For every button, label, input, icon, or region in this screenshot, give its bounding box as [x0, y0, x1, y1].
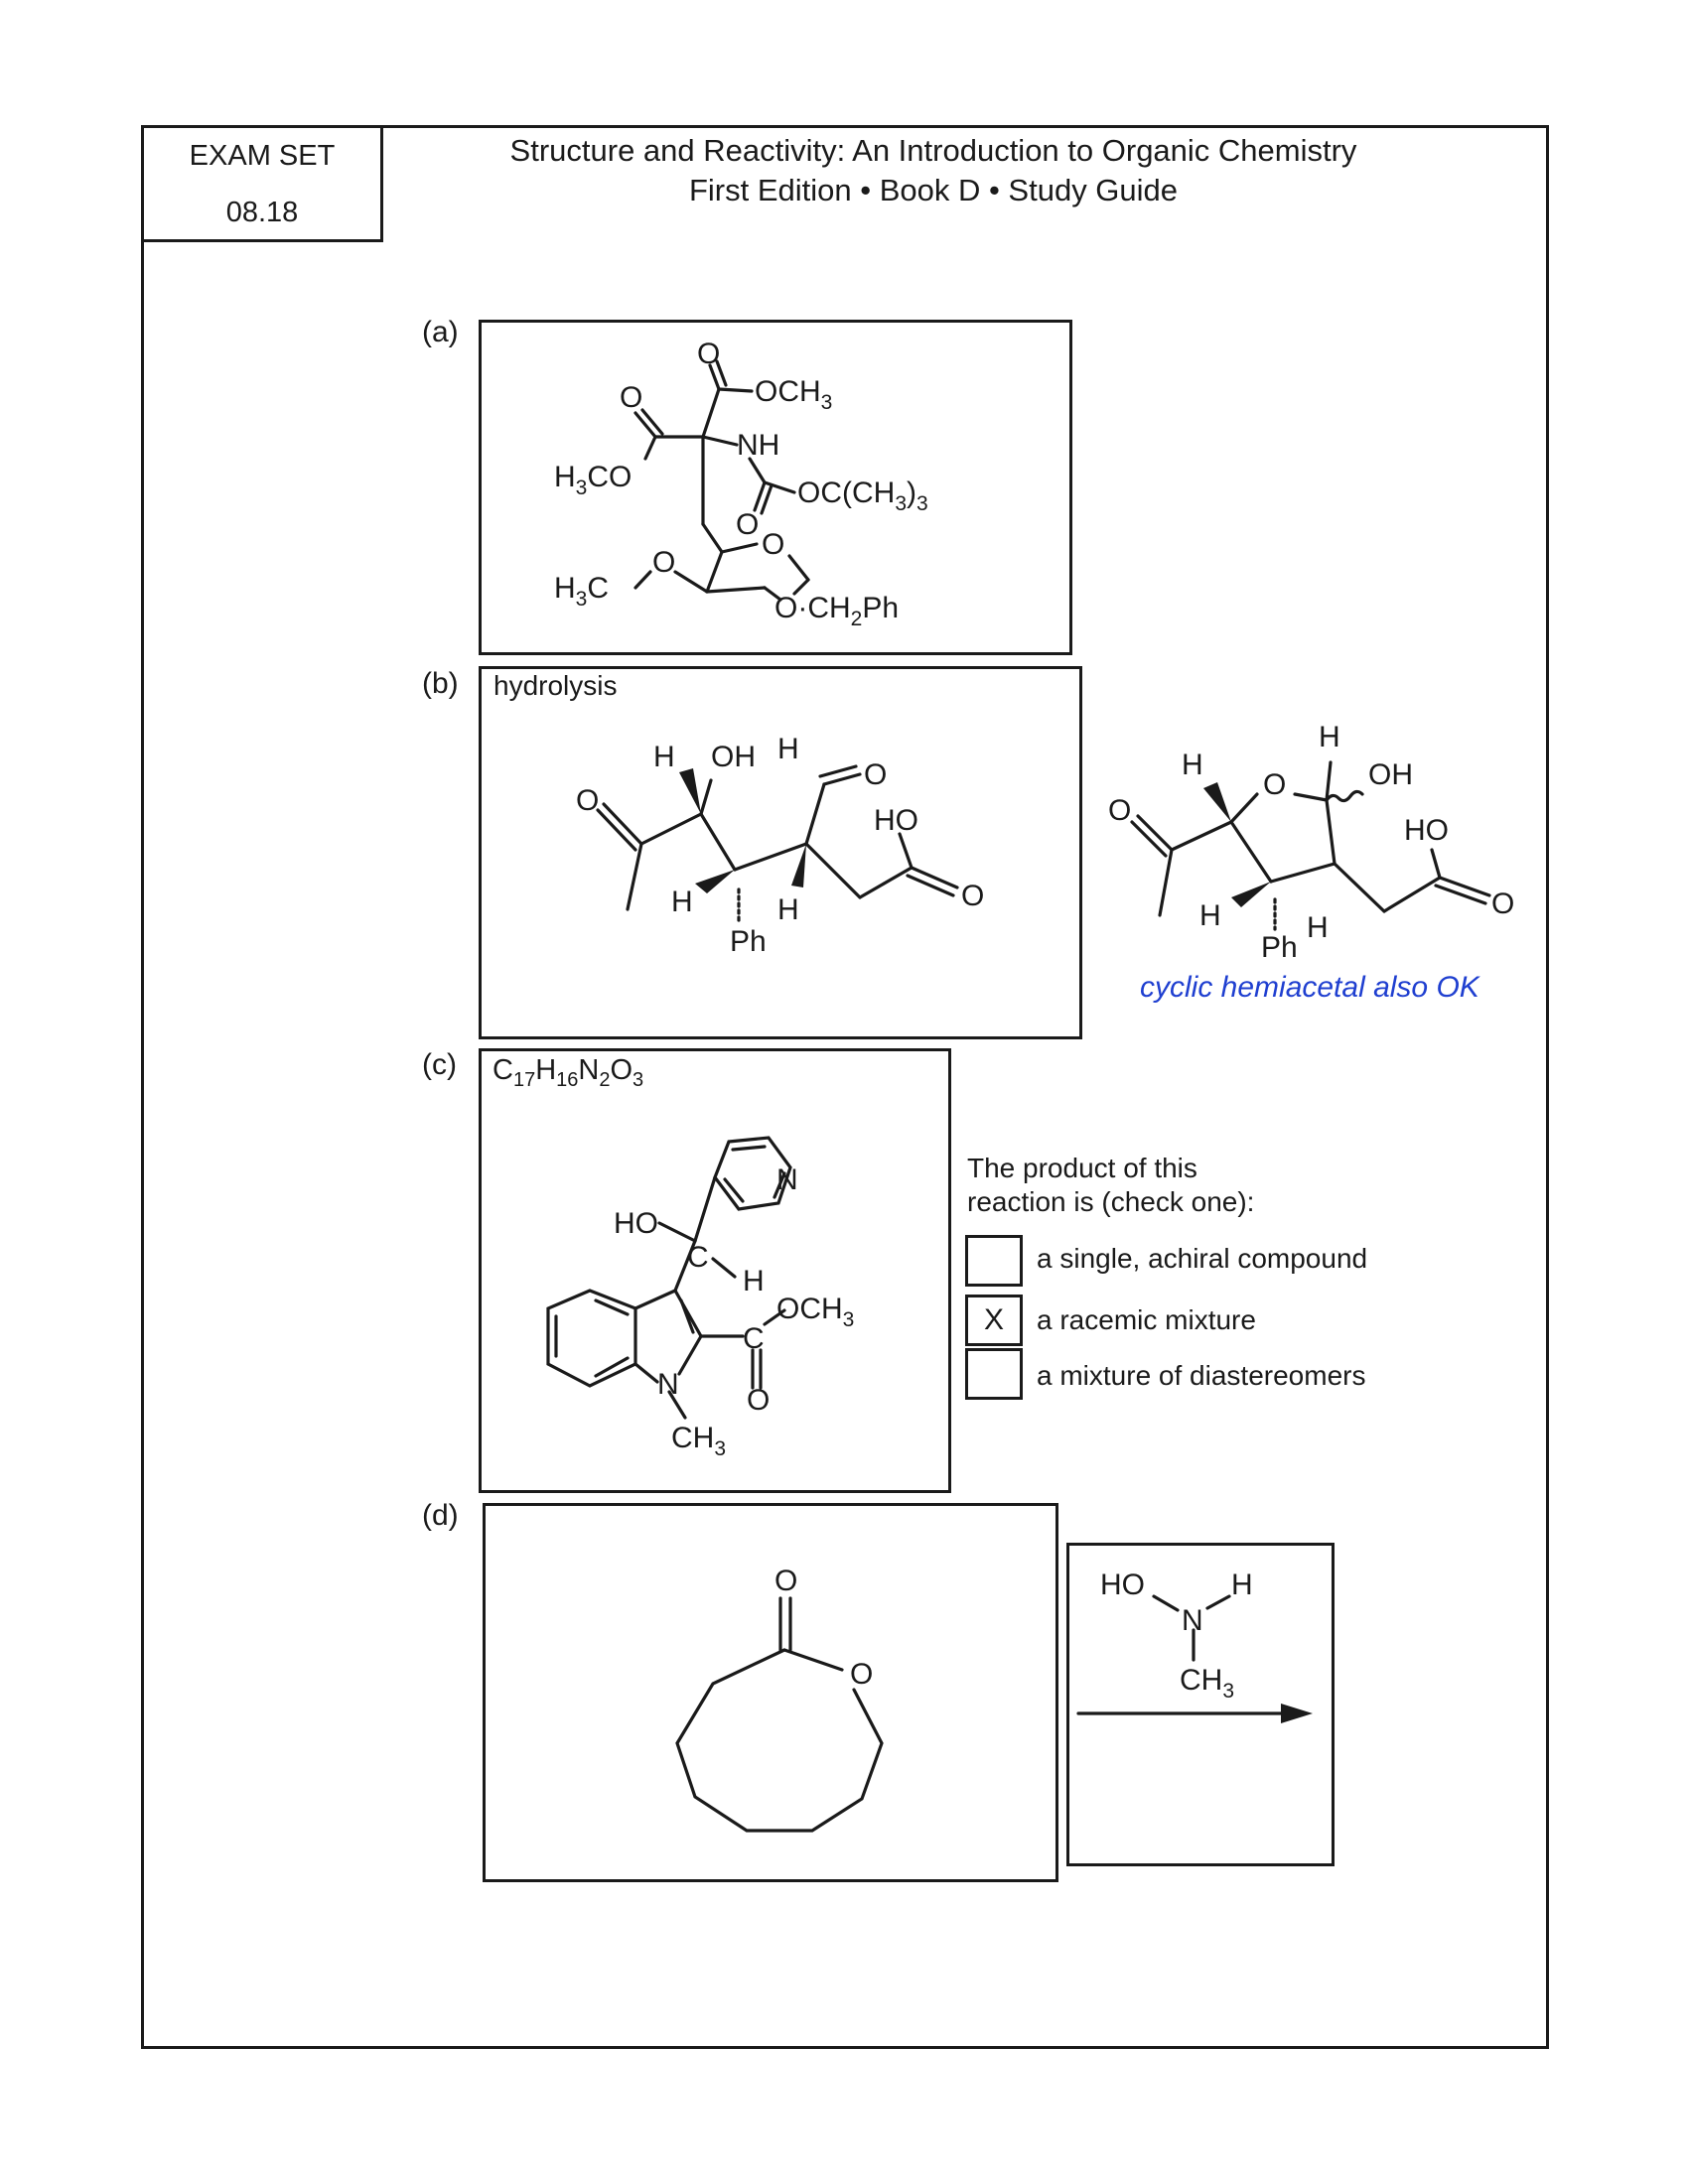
- atom-label: HO: [614, 1207, 658, 1240]
- atom-subscript: 3: [820, 391, 833, 414]
- atom-label: OH: [711, 741, 756, 773]
- option-label: a single, achiral compound: [1037, 1243, 1368, 1274]
- option-label: a racemic mixture: [1037, 1304, 1256, 1335]
- atom-subscript: 3: [575, 588, 588, 611]
- atom-label: O: [850, 1658, 874, 1691]
- atom-label: O: [652, 546, 676, 579]
- part-b-label: (b): [422, 667, 459, 700]
- atom-label: O: [762, 528, 785, 561]
- part-c-label: (c): [422, 1048, 457, 1081]
- atom-label: H: [1319, 721, 1340, 753]
- atom-label: ·CH: [797, 592, 851, 624]
- atom-label: HO: [1100, 1569, 1145, 1601]
- atom-label: O: [697, 338, 721, 370]
- atom-subscript: 3: [714, 1437, 727, 1460]
- atom-label: H: [671, 886, 693, 918]
- atom-label: O: [961, 880, 985, 912]
- atom-label: ): [907, 477, 917, 509]
- option-label: a mixture of diastereomers: [1037, 1360, 1366, 1391]
- atom-label: OC(CH: [797, 477, 896, 509]
- formula-element: H: [535, 1054, 557, 1086]
- exam-set-label: EXAM SET: [189, 140, 336, 172]
- atom-label: O: [736, 508, 760, 541]
- book-subtitle: First Edition • Book D • Study Guide: [688, 173, 1179, 207]
- atom-label: N: [776, 1163, 798, 1196]
- atom-label: H: [777, 733, 799, 765]
- atom-label: Ph: [862, 592, 900, 624]
- atom-subscript: 3: [575, 477, 588, 499]
- arrow-head: [1281, 1704, 1313, 1723]
- atom-label: H: [1307, 911, 1329, 944]
- atom-label: Ph: [730, 925, 767, 958]
- atom-label: OCH: [755, 375, 821, 408]
- atom-subscript: 3: [842, 1308, 855, 1331]
- formula-subscript: 2: [599, 1068, 611, 1091]
- part-d-label: (d): [422, 1499, 459, 1532]
- atom-label: H: [1199, 899, 1221, 932]
- atom-label: NH: [737, 429, 780, 462]
- atom-subscript: 2: [850, 608, 863, 630]
- hydrolysis-label: hydrolysis: [493, 670, 618, 701]
- atom-subscript: 3: [916, 492, 928, 515]
- atom-label: CO: [587, 461, 633, 493]
- atom-label: HO: [1404, 814, 1449, 847]
- atom-label: O: [1263, 768, 1287, 801]
- hemiacetal-note: cyclic hemiacetal also OK: [1140, 971, 1479, 1004]
- atom-label: H: [743, 1265, 765, 1297]
- atom-label: O: [620, 381, 643, 414]
- formula-element: O: [610, 1054, 633, 1086]
- formula-element: C: [492, 1054, 513, 1086]
- atom-label: [1180, 1664, 1234, 1703]
- atom-label: H: [653, 741, 675, 773]
- exam-set-number: 08.18: [225, 197, 299, 228]
- atom-label: O: [774, 592, 798, 624]
- atom-label: O: [774, 1565, 798, 1597]
- atom-label: O: [864, 758, 888, 791]
- atom-label: OH: [1368, 758, 1413, 791]
- formula-subscript: 3: [633, 1068, 644, 1091]
- atom-subscript: 3: [895, 492, 908, 515]
- atom-label: CH: [671, 1422, 715, 1454]
- atom-label: H: [1231, 1569, 1253, 1601]
- atom-label: CH: [1180, 1664, 1223, 1697]
- formula-subscript: 16: [556, 1068, 579, 1091]
- atom-label: O: [1108, 794, 1132, 827]
- atom-label: H: [777, 893, 799, 926]
- atom-label: H: [554, 461, 576, 493]
- atom-label: H: [1182, 749, 1203, 781]
- formula-element: N: [578, 1054, 600, 1086]
- question-line: The product of this: [967, 1153, 1197, 1183]
- question-line: reaction is (check one):: [967, 1186, 1255, 1217]
- atom-label: N: [1182, 1604, 1203, 1637]
- atom-label: O: [1491, 887, 1515, 920]
- atom-label: O: [747, 1384, 771, 1417]
- formula-subscript: 17: [512, 1068, 536, 1091]
- atom-label: C: [587, 572, 610, 605]
- atom-subscript: 3: [1222, 1680, 1235, 1703]
- atom-label: H: [554, 572, 576, 605]
- atom-label: OCH: [776, 1293, 843, 1325]
- part-a-label: (a): [422, 316, 459, 348]
- atom-label: C: [743, 1322, 765, 1355]
- option-checkbox[interactable]: X: [965, 1295, 1023, 1346]
- atom-label: O: [576, 784, 600, 817]
- atom-label: C: [687, 1241, 709, 1274]
- book-title: Structure and Reactivity: An Introduction to Organic Chemistry: [509, 133, 1357, 168]
- atom-label: N: [657, 1368, 679, 1401]
- atom-label: Ph: [1261, 931, 1298, 964]
- atom-label: HO: [874, 804, 918, 837]
